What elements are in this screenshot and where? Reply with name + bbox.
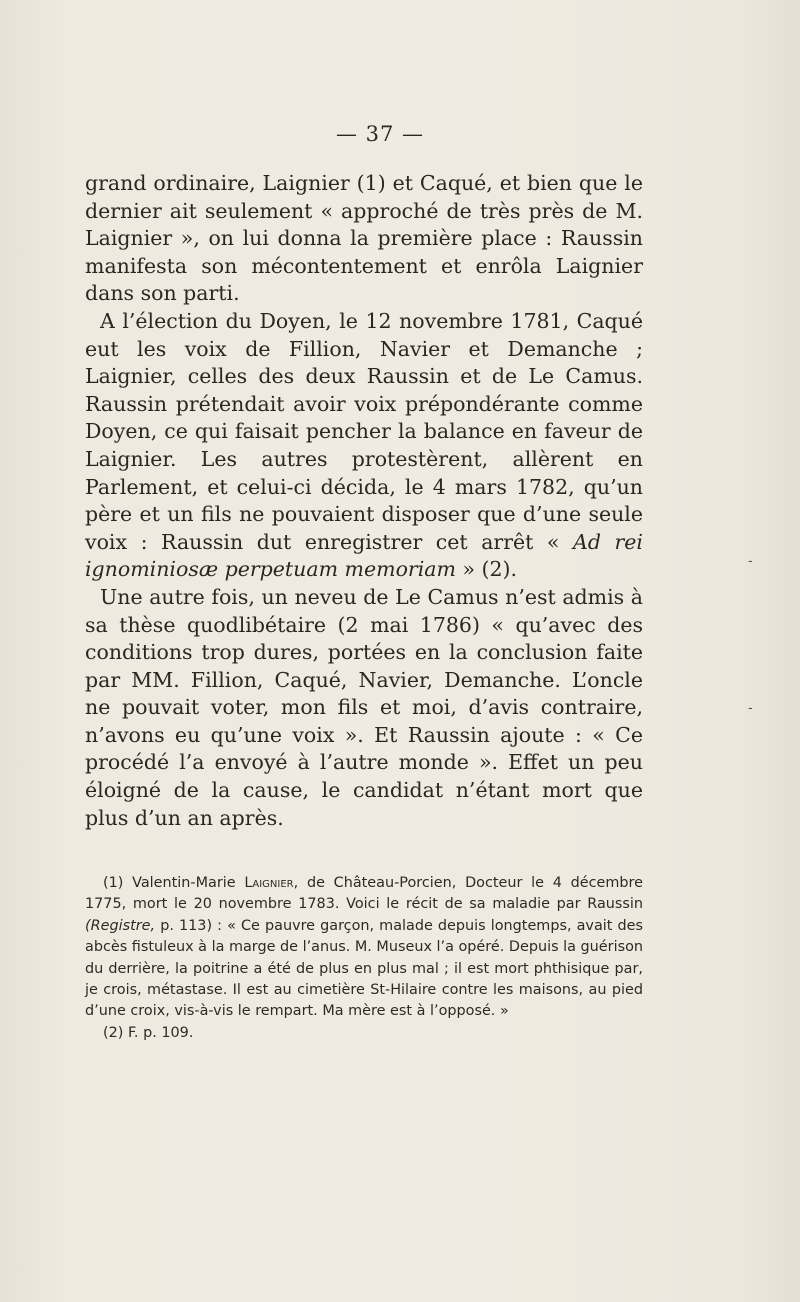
margin-mark: -: [748, 700, 753, 716]
paragraph-1: grand ordinaire, Laignier (1) et Caqué, et bien que le dernier ait seulement « approché de très près de M. Laignier », on lui donna la première place : Raussin manifesta son mécontentement et enrôla Laignier dans son parti.: [85, 171, 643, 306]
footnote-1-surname: Laignier: [244, 875, 294, 891]
footnote-1-quote: p. 113) : « Ce pauvre garçon, malade depuis longtemps, avait des abcès fistuleux à la marge de l’anus. M. Museux l’a opéré. Depuis la guérison du derrière, la poitrine a été de plus en plus mal ; il est mort phthisique par, je crois, métastase. Il est au cimetière St-Hilaire contre les maisons, au pied d’une croix, vis-à-vis le rempart. Ma mère est à l’opposé. »: [85, 917, 643, 1020]
footnote-1: [85, 873, 643, 1023]
margin-mark: -: [748, 553, 753, 569]
footnote-2: (2) F. p. 109.: [103, 1024, 194, 1041]
page-number: — 37 —: [335, 122, 425, 146]
paragraph-2-text: A l’élection du Doyen, le 12 novembre 1781, Caqué eut les voix de Fillion, Navier et Demanche ; Laignier, celles des deux Raussin et de Le Camus. Raussin prétendait avoir voix prépondérante comme Doyen, ce qui faisait pencher la balance en faveur de Laignier. Les autres protestèrent, allèrent en Parlement, et celui-ci décida, le 4 mars 1782, qu’un père et un fils ne pouvaient disposer que d’une seule voix : Raussin dut enregistrer cet arrêt «: [85, 308, 643, 554]
footnote-1-start: (1) Valentin-Marie: [103, 875, 236, 891]
main-text: [85, 170, 643, 832]
paragraph-3: Une autre fois, un neveu de Le Camus n’est admis à sa thèse quodlibétaire (2 mai 1786) « qu’avec des conditions trop dures, portées en la conclusion faite par MM. Fillion, Caqué, Navier, Demanche. L’oncle ne pouvait voter, mon fils et moi, d’avis contraire, n’avons eu qu’une voix ». Et Raussin ajoute : « Ce procédé l’a envoyé à l’autre monde ». Effet un peu éloigné de la cause, le candidat n’étant mort que plus d’un an après.: [85, 584, 643, 830]
footnote-1-registre: (Registre,: [85, 917, 156, 934]
footnotes: [85, 873, 643, 1044]
latin-phrase: Ad rei ignominiosæ perpetuam memoriam: [85, 529, 643, 582]
footnote-1-body: , de Château-Porcien, Docteur le 4 décembre 1775, mort le 20 novembre 1783. Voici le récit de sa maladie par Raussin: [85, 875, 643, 913]
paragraph-2-end: » (2).: [462, 557, 518, 582]
paragraph-2: [85, 308, 643, 584]
